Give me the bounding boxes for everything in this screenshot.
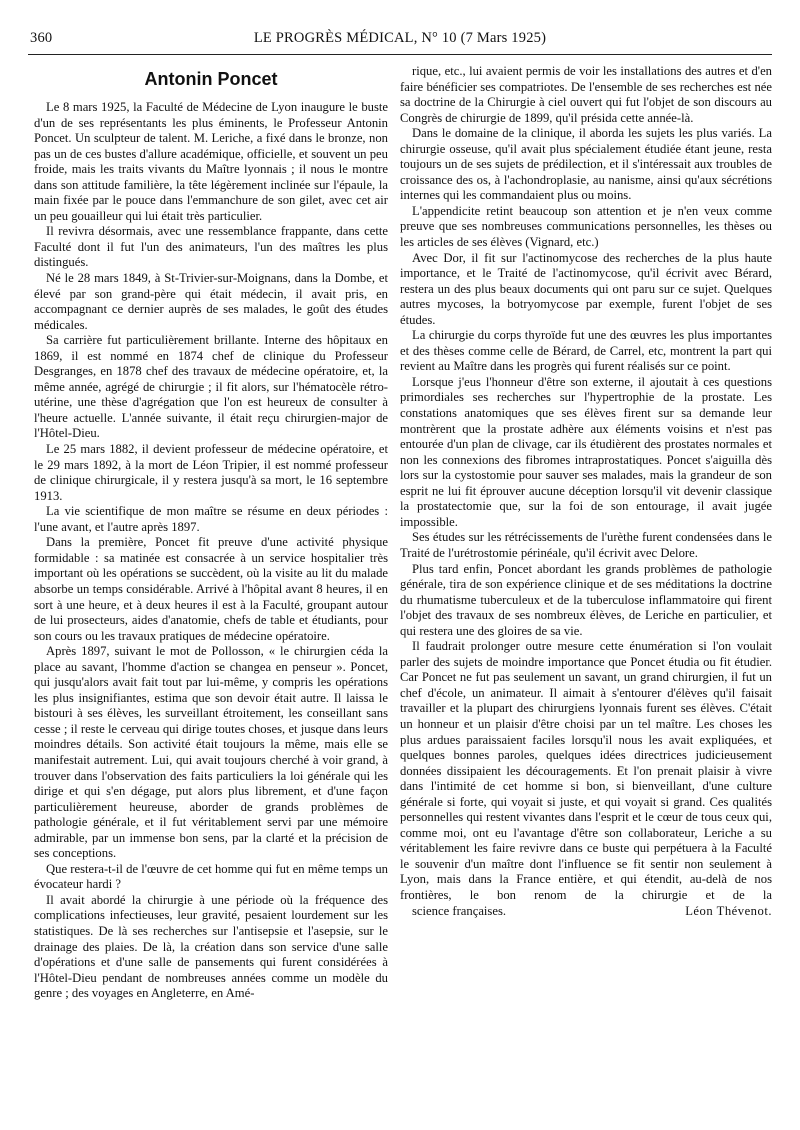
header-rule xyxy=(28,54,772,55)
paragraph: Né le 28 mars 1849, à St-Trivier-sur-Moignans, dans la Dombe, et élevé par son grand-père qui était médecin, il avait pris, en accompagnant ce dernier auprès de ses malades, le goût des études médicales. xyxy=(34,271,388,332)
paragraph: Il faudrait prolonger outre mesure cette énumération si l'on voulait parler des sujets de moindre importance que Poncet étudia ou fit étudier. Car Poncet ne fut pas seulement un savant, un grand chirurgien, il fut un chef d'école, un animateur. Il aimait à s'entourer d'élèves qu'il faisait travailler et la plupart des chirurgiens lyonnais furent ses élèves. C'était un honneur et un plaisir d'être choisi par un tel maître. Les choses les plus ardues paraissaient faciles lorsqu'il nous les avait expliquées, et quelques bonnes paroles, quelques idées directrices judicieusement données dissipaient les découragements. Et l'on prenait plaisir à vivre dans l'intimité de cet homme si bon, si bienveillant, d'une culture générale si forte, qui voyait si juste, et qui voyait si grand. Ces qualités personnelles qui restent vivantes dans l'esprit et le cœur de tous ceux qui, comme moi, ont eu l'avantage d'être son collaborateur, Leriche a su véritablement les faire revivre dans ce buste qui perpétuera à la Faculté le souvenir d'un maître dont l'influence se fit sentir non seulement à Lyon, mais dans la France entière, et qui étendit, au-delà de nos frontières, le bon renom de la chirurgie et de la xyxy=(400,639,772,902)
paragraph: rique, etc., lui avaient permis de voir les installations des autres et d'en faire bénéficier ses compatriotes. De l'ensemble de ses recherches est née sa doctrine de la Chirurgie à ciel ouvert qui fut l'objet de son discours au Congrès de chirurgie de 1899, qu'il présida cette année-là. xyxy=(400,64,772,125)
paragraph: La chirurgie du corps thyroïde fut une des œuvres les plus importantes et des thèses comme celle de Bérard, de Carrel, etc, montrent la part qui revient au Maître dans les progrès qui furent réalisés sur ce point. xyxy=(400,328,772,374)
paragraph: Il revivra désormais, avec une ressemblance frappante, dans cette Faculté dont il fut l'un des animateurs, l'un des maîtres les plus distingués. xyxy=(34,224,388,270)
paragraph: Avec Dor, il fit sur l'actinomycose des recherches de la plus haute importance, et le Traité de l'actinomycose, qu'il écrivit avec Bérard, restera un des plus beaux documents qui ont paru sur ce sujet. Quelques autres mycoses, la botryomycose par exemple, furent l'objet de ses études. xyxy=(400,250,772,327)
paragraph: Dans la première, Poncet fit preuve d'une activité physique formidable : sa matinée est consacrée à un service hospitalier très important où les opérations se succèdent, où la visite au lit du malade absorbe un temps considérable. Arrivé à l'hôpital avant 8 heures, il en sort à une heure, et à deux heures il est à la Faculté, groupant autour de lui prosecteurs, aides d'anatomie, chefs de table et étudiants, pour son cours ou les travaux pratiques de médecine opératoire. xyxy=(34,535,388,643)
page-number: 360 xyxy=(30,30,53,46)
paragraph: Sa carrière fut particulièrement brillante. Interne des hôpitaux en 1869, il est nommé en 1874 chef de clinique du Professeur Desgranges, en 1878 chef des travaux de médecine opératoire, et, la même année, agrégé de chirurgie ; il fit alors, sur l'hématocèle rétro-utérine, une thèse d'agrégation que l'on est heureux de consulter à l'heure actuelle. L'année suivante, il était reçu chirurgien-major de l'Hôtel-Dieu. xyxy=(34,333,388,441)
paragraph: Après 1897, suivant le mot de Pollosson, « le chirurgien céda la place au savant, l'homme d'action se changea en penseur ». Poncet, qui jusqu'alors avait fait tout par lui-même, y compris les opérations les plus insignifiantes, estima que son devoir était autre. Il laissa le bistouri à ses élèves, les surveillant étroitement, les conseillant sans cesse ; il reste le cerveau qui dirige toutes choses, et jusque dans leurs moindres détails. Son activité était toujours la même, mais elle se manifestait autrement. Lui, qui avait toujours cherché à voir grand, à trouver dans l'observation des faits particuliers la loi générale qui les dirige et qui s'en dégage, put alors plus librement, et d'une façon particulièrement heureuse, aborder de grands problèmes de pathologie générale, et il fut véritablement servi par une mémoire admirable, par un immense bon sens, par la clarté et la précision de ses conceptions. xyxy=(34,644,388,861)
right-column-body xyxy=(400,64,772,904)
paragraph: Il avait abordé la chirurgie à une période où la fréquence des complications infectieuses, leur gravité, pesaient lourdement sur les statistiques. De là ses recherches sur l'antisepsie et l'asepsie, sur le drainage des plaies. De là, la création dans son service d'une salle d'opérations et d'une salle de pansements qui furent considérées à l'Hôtel-Dieu pendant de nombreuses années comme un modèle du genre ; des voyages en Angleterre, en Amé- xyxy=(34,892,388,1001)
right-column xyxy=(400,64,772,1100)
paragraph: Lorsque j'eus l'honneur d'être son externe, il ajoutait à ces questions primordiales ses recherches sur l'hypertrophie de la prostate. Les constations anatomiques que ses élèves firent sur sa demande leur montrèrent que la prostate adhère aux éléments voisins et n'est pas entourée d'un plan de clivage, car ils étudièrent des prostates normales et non les connexions des fibromes intraprostatiques. Poncet s'aiguilla dès lors sur la cystostomie pour sauver ses malades, mais la grandeur de son esprit ne lui fit éprouver aucune déception lorsqu'il vit devenir classique la prostatectomie que, sur la foi de son entourage, il avait jugée impossible. xyxy=(400,374,772,529)
left-column xyxy=(34,64,388,1100)
page-header xyxy=(28,28,772,50)
left-column-body xyxy=(34,100,388,1002)
paragraph: Le 8 mars 1925, la Faculté de Médecine de Lyon inaugure le buste d'un de ses représentants les plus éminents, le Professeur Antonin Poncet. Un sculpteur de talent. M. Leriche, a fixé dans le bronze, non pas un de ces bustes d'allure académique, officielle, et souvent un peu froide, mais les traits vivants du Maître lyonnais ; il nous le montre dans son attitude familière, la tête légèrement inclinée sur l'épaule, la main fixée par le pouce dans l'emmanchure de son gilet, avec cet air un peu gouailleur qui lui était très particulier. xyxy=(34,100,388,223)
closing-line: science françaises. xyxy=(412,903,507,918)
paragraph: La vie scientifique de mon maître se résume en deux périodes : l'une avant, et l'autre après 1897. xyxy=(34,504,388,534)
paragraph: Le 25 mars 1882, il devient professeur de médecine opératoire, et le 29 mars 1892, à la mort de Léon Tripier, il est nommé professeur de clinique chirurgicale, il y restera jusqu'à sa mort, le 16 septembre 1913. xyxy=(34,442,388,503)
article-title: Antonin Poncet xyxy=(144,69,278,89)
running-title: LE PROGRÈS MÉDICAL, N° 10 (7 Mars 1925) xyxy=(253,30,547,46)
paragraph: Plus tard enfin, Poncet abordant les grands problèmes de pathologie générale, tira de son expérience clinique et de ses méditations la doctrine du rhumatisme tuberculeux et de la tuberculose inflammatoire qui firent l'objet des travaux de ses nombreux élèves, de Leriche en particulier, et qui restera une des gloires de sa vie. xyxy=(400,561,772,638)
author-signature: Léon Thévenot. xyxy=(685,903,772,918)
paragraph: Ses études sur les rétrécissements de l'urèthe furent condensées dans le Traité de l'urétrostomie périnéale, qu'il écrivit avec Delore. xyxy=(400,530,772,560)
paragraph: L'appendicite retint beaucoup son attention et je n'en veux comme preuve que ses nombreuses communications personnelles, les thèses ou les articles de ses élèves (Vignard, etc.) xyxy=(400,203,772,250)
paragraph: Dans le domaine de la clinique, il aborda les sujets les plus variés. La chirurgie osseuse, qu'il avait plus spécialement étudiée étant jeune, resta toujours un de ses sujets de prédilection, et il s'intéressait aux troubles de croissance des os, à l'achondroplasie, au nanisme, ainsi qu'aux sécrétions internes qui les commandaient plus ou moins. xyxy=(400,126,772,203)
paragraph: Que restera-t-il de l'œuvre de cet homme qui fut en même temps un évocateur hardi ? xyxy=(34,861,388,892)
signature-line xyxy=(400,904,772,920)
